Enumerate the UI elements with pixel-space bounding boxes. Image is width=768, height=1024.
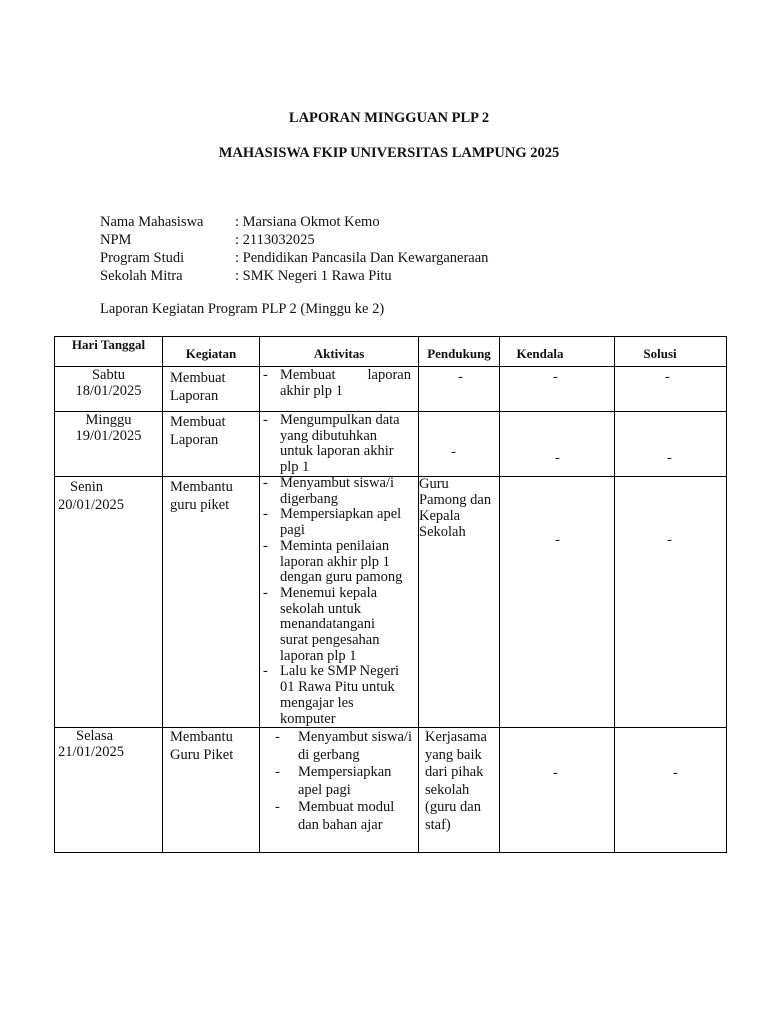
pendukung-cell: Guru Pamong dan Kepala Sekolah xyxy=(419,476,492,540)
pendukung-cell: Kerjasama yang baik dari pihak sekolah (guru dan staf) xyxy=(425,729,487,833)
list-item: - Menemui kepala sekolah untuk menandatangani surat pengesahan laporan plp 1 xyxy=(261,586,416,665)
kegiatan-cell: Membantu Guru Piket xyxy=(170,729,234,763)
kegiatan-cell: Membuat Laporan xyxy=(170,414,226,448)
solusi-value: - xyxy=(667,532,672,548)
table-row-day xyxy=(58,728,162,760)
list-item: - Menyambut siswa/i di gerbang xyxy=(261,729,418,764)
header-kendala: Kendala xyxy=(516,346,564,361)
table-rule xyxy=(54,852,727,853)
list-item: - Lalu ke SMP Negeri 01 Rawa Pitu untuk mengajar les komputer xyxy=(261,664,416,727)
activity-table xyxy=(54,336,727,853)
header-solusi: Solusi xyxy=(643,346,677,361)
info-label: Nama Mahasiswa xyxy=(100,214,204,230)
info-label: Program Studi xyxy=(100,250,185,266)
list-item: - Membuat modul dan bahan ajar xyxy=(261,799,418,834)
kendala-value: - xyxy=(555,532,560,548)
solusi-value: - xyxy=(673,765,678,781)
table-row-day xyxy=(55,367,162,399)
info-value: : Pendidikan Pancasila Dan Kewarganeraan xyxy=(235,250,489,266)
aktivitas-list xyxy=(261,476,416,727)
day-name: Selasa xyxy=(76,728,114,744)
info-label: Sekolah Mitra xyxy=(100,268,183,284)
day-name: Minggu xyxy=(85,412,132,428)
list-item: - Meminta penilaian laporan akhir plp 1 dengan guru pamong xyxy=(261,539,416,586)
table-rule xyxy=(162,336,163,853)
list-item: - Menyambut siswa/i digerbang xyxy=(261,476,416,507)
aktivitas-list xyxy=(261,729,418,835)
table-rule xyxy=(726,336,727,853)
list-item: - Mempersiapkan apel pagi xyxy=(261,764,418,799)
header-aktivitas: Aktivitas xyxy=(313,346,365,361)
day-date: 18/01/2025 xyxy=(75,383,142,399)
info-value: : Marsiana Okmot Kemo xyxy=(235,214,380,230)
header-kegiatan: Kegiatan xyxy=(185,346,237,361)
table-rule xyxy=(614,336,615,853)
day-date: 20/01/2025 xyxy=(58,497,125,513)
aktivitas-list xyxy=(261,413,411,476)
table-rule xyxy=(499,336,500,853)
table-row-day xyxy=(58,478,162,514)
kegiatan-cell: Membuat Laporan xyxy=(170,370,226,404)
list-item: - Mengumpulkan data yang dibutuhkan untuk laporan akhir plp 1 xyxy=(261,413,411,476)
page-title: LAPORAN MINGGUAN PLP 2 xyxy=(288,110,490,126)
kegiatan-cell: Membantu guru piket xyxy=(170,479,233,513)
day-name: Senin xyxy=(70,479,104,495)
table-rule xyxy=(418,336,419,853)
solusi-value: - xyxy=(667,450,672,466)
header-hari-tanggal: Hari Tanggal xyxy=(71,337,146,352)
info-label: NPM xyxy=(100,232,132,248)
pendukung-value: - xyxy=(458,369,463,385)
table-rule xyxy=(259,336,260,853)
kendala-value: - xyxy=(553,369,558,385)
kendala-value: - xyxy=(553,765,558,781)
day-date: 21/01/2025 xyxy=(58,744,125,760)
solusi-value: - xyxy=(665,369,670,385)
aktivitas-list xyxy=(261,368,411,399)
list-item: - Membuat laporan akhir plp 1 xyxy=(261,368,411,399)
day-name: Sabtu xyxy=(91,367,126,383)
day-date: 19/01/2025 xyxy=(75,428,142,444)
info-value: : 2113032025 xyxy=(235,232,315,248)
list-item: - Mempersiapkan apel pagi xyxy=(261,507,416,538)
report-intro: Laporan Kegiatan Program PLP 2 (Minggu ke 2) xyxy=(100,301,385,317)
pendukung-value: - xyxy=(451,444,456,460)
info-value: : SMK Negeri 1 Rawa Pitu xyxy=(235,268,392,284)
header-pendukung: Pendukung xyxy=(427,346,491,361)
kendala-value: - xyxy=(555,450,560,466)
table-row-day xyxy=(55,412,162,444)
page-subtitle: MAHASISWA FKIP UNIVERSITAS LAMPUNG 2025 xyxy=(218,145,560,161)
